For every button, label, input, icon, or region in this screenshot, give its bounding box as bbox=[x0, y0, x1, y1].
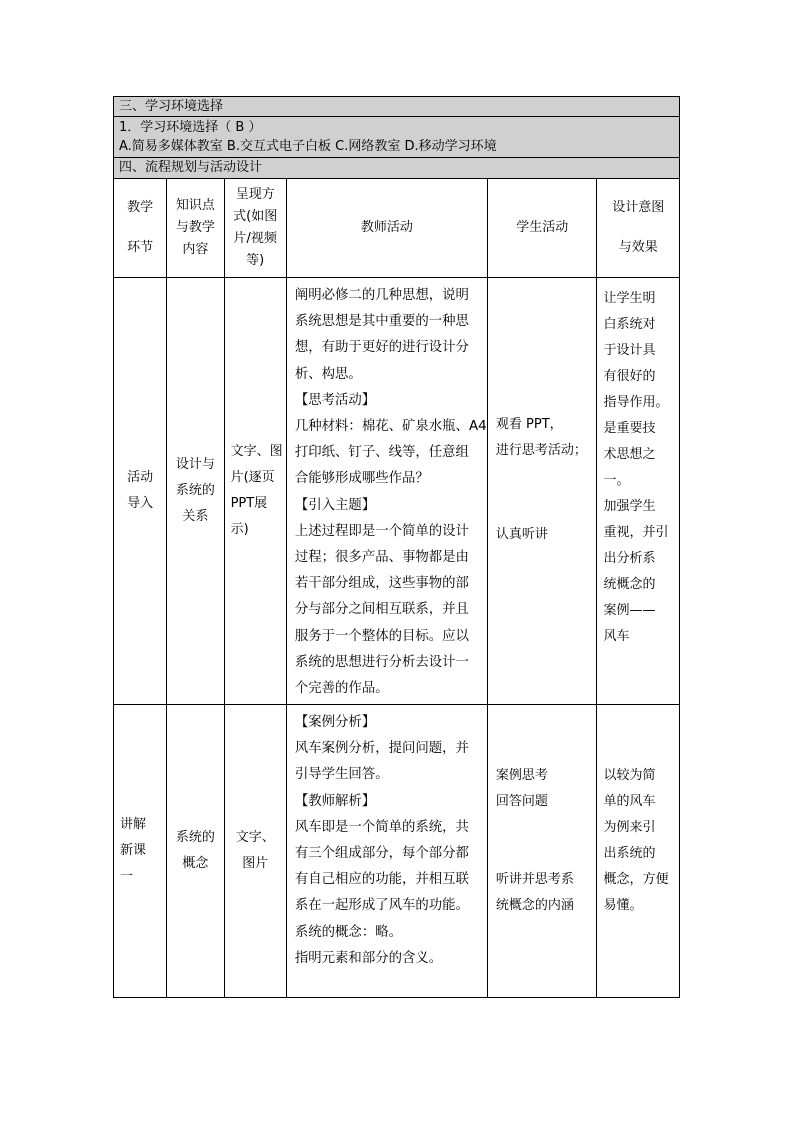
environment-question: 1．学习环境选择（ B ） bbox=[119, 120, 262, 135]
row2-teacher-activity: 【案例分析】 风车案例分析，提问问题，并 引导学生回答。 【教师解析】 风车即是一个简单的系统，共 有三个组成部分，每个部分都 有自己相应的功能，并相互联 系在一起形成了风车的功能。 系统的概念：略。 指明元素和部分的含义。 bbox=[286, 705, 487, 998]
section4-title: 四、流程规划与活动设计 bbox=[114, 158, 680, 179]
row2-design-intent: 以较为简 单的风车 为例来引 出系统的 概念，方便 易懂。 bbox=[597, 705, 680, 998]
environment-options: A.简易多媒体教室 B.交互式电子白板 C.网络教室 D.移动学习环境 bbox=[119, 139, 497, 154]
row2-student-activity: 案例思考 回答问题 听讲并思考系 统概念的内涵 bbox=[487, 705, 597, 998]
table-header-row bbox=[114, 179, 680, 278]
row2-stage: 讲解 新课 一 bbox=[114, 705, 167, 998]
environment-choice bbox=[114, 117, 680, 158]
header-stage: 教学 环节 bbox=[114, 179, 167, 278]
row2-knowledge: 系统的 概念 bbox=[167, 705, 224, 998]
lesson-plan-table bbox=[113, 96, 680, 998]
row1-media: 文字、图 片(逐页 PPT展 示) bbox=[224, 278, 286, 705]
header-teacher-activity: 教师活动 bbox=[286, 179, 487, 278]
row1-teacher-activity: 阐明必修二的几种思想，说明 系统思想是其中重要的一种思 想，有助于更好的进行设计分 析、构思。 【思考活动】 几种材料：棉花、矿泉水瓶、A4 打印纸、钉子、线等，任意组 合能够形成哪些作品？ 【引入主题】 上述过程即是一个简单的设计 过程；很多产品、事物都是由 若干部分组成，这些事物的部 分与部分之间相互联系，并且 服务于一个整体的目标。应以 系统的思想进行分析去设计一 个完善的作品。 bbox=[286, 278, 487, 705]
row2-media: 文字、 图片 bbox=[224, 705, 286, 998]
table-row bbox=[114, 705, 680, 998]
row1-stage: 活动 导入 bbox=[114, 278, 167, 705]
row1-design-intent: 让学生明 白系统对 于设计具 有很好的 指导作用。 是重要技 术思想之 一。 加强学生 重视，并引 出分析系 统概念的 案例—— 风车 bbox=[597, 278, 680, 705]
row1-knowledge: 设计与 系统的 关系 bbox=[167, 278, 224, 705]
header-student-activity: 学生活动 bbox=[487, 179, 597, 278]
header-media: 呈现方 式(如图 片/视频 等) bbox=[224, 179, 286, 278]
section3-title: 三、学习环境选择 bbox=[114, 97, 680, 117]
table-row bbox=[114, 278, 680, 705]
header-design-intent: 设计意图 与效果 bbox=[597, 179, 680, 278]
lesson-plan-page bbox=[113, 96, 680, 998]
header-knowledge: 知识点 与教学 内容 bbox=[167, 179, 224, 278]
row1-student-activity: 观看 PPT， 进行思考活动； 认真听讲 bbox=[487, 278, 597, 705]
